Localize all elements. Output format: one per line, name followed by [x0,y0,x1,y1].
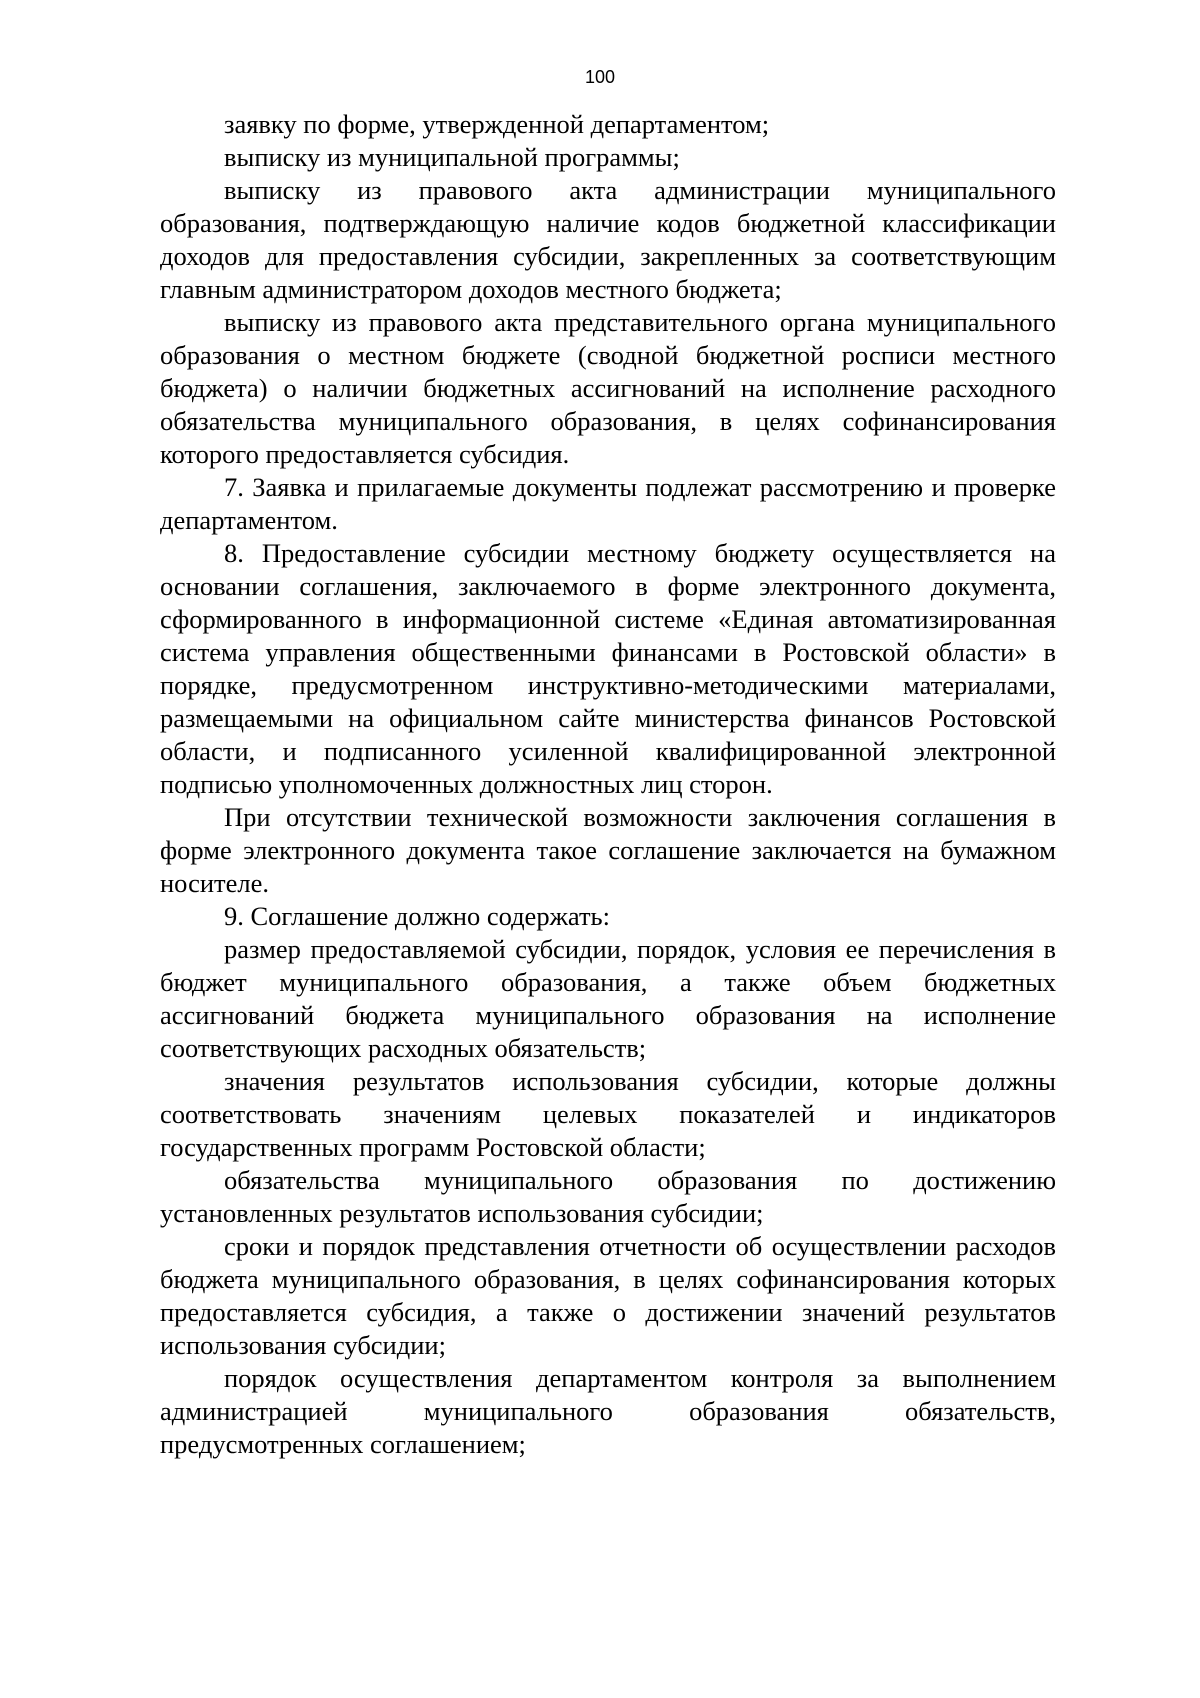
paragraph-program-extract: выписку из муниципальной программы; [224,142,680,172]
paragraph-item-7: 7. Заявка и прилагаемые документы подлежат рассмотрению и проверке департаментом. [160,472,1056,535]
paragraph-admin-act-extract: выписку из правового акта администрации муниципального образования, подтверждающую наличие кодов бюджетной классификации доходов для предоставления субсидии, закрепленных за соответствующим главным администратором доходов местного бюджета; [160,175,1056,304]
page-number: 100 [584,67,616,87]
paragraph-paper-agreement: При отсутствии технической возможности заключения соглашения в форме электронного документа такое соглашение заключается на бумажном носителе. [160,802,1056,898]
paragraph-item-9: 9. Соглашение должно содержать: [224,901,610,931]
paragraph-control: порядок осуществления департаментом контроля за выполнением администрацией муниципального образования обязательств, предусмотренных соглашением; [160,1363,1056,1459]
paragraph-representative-act-extract: выписку из правового акта представительного органа муниципального образования о местном бюджете (сводной бюджетной росписи местного бюджета) о наличии бюджетных ассигнований на исполнение расходного обязательства муниципального образования, в целях софинансирования которого предоставляется субсидия. [160,307,1056,469]
paragraph-reporting: сроки и порядок представления отчетности об осуществлении расходов бюджета муниципального образования, в целях софинансирования которых предоставляется субсидия, а также о достижении значений результатов использования субсидии; [160,1231,1056,1360]
paragraph-subsidy-size: размер предоставляемой субсидии, порядок, условия ее перечисления в бюджет муниципального образования, а также объем бюджетных ассигнований бюджета муниципального образования на исполнение соответствующих расходных обязательств; [160,934,1056,1063]
paragraph-item-8: 8. Предоставление субсидии местному бюджету осуществляется на основании соглашения, заключаемого в форме электронного документа, сформированного в информационной системе «Единая автоматизированная система управления общественными финансами в Ростовской области» в порядке, предусмотренном инструктивно-методическими материалами, размещаемыми на официальном сайте министерства финансов Ростовской области, и подписанного усиленной квалифицированной электронной подписью уполномоченных должностных лиц сторон. [160,538,1056,799]
paragraph-application-form: заявку по форме, утвержденной департаментом; [224,109,770,139]
document-body [160,108,1056,1461]
paragraph-result-values: значения результатов использования субсидии, которые должны соответствовать значениям целевых показателей и индикаторов государственных программ Ростовской области; [160,1066,1056,1162]
paragraph-obligations: обязательства муниципального образования по достижению установленных результатов использования субсидии; [160,1165,1056,1228]
